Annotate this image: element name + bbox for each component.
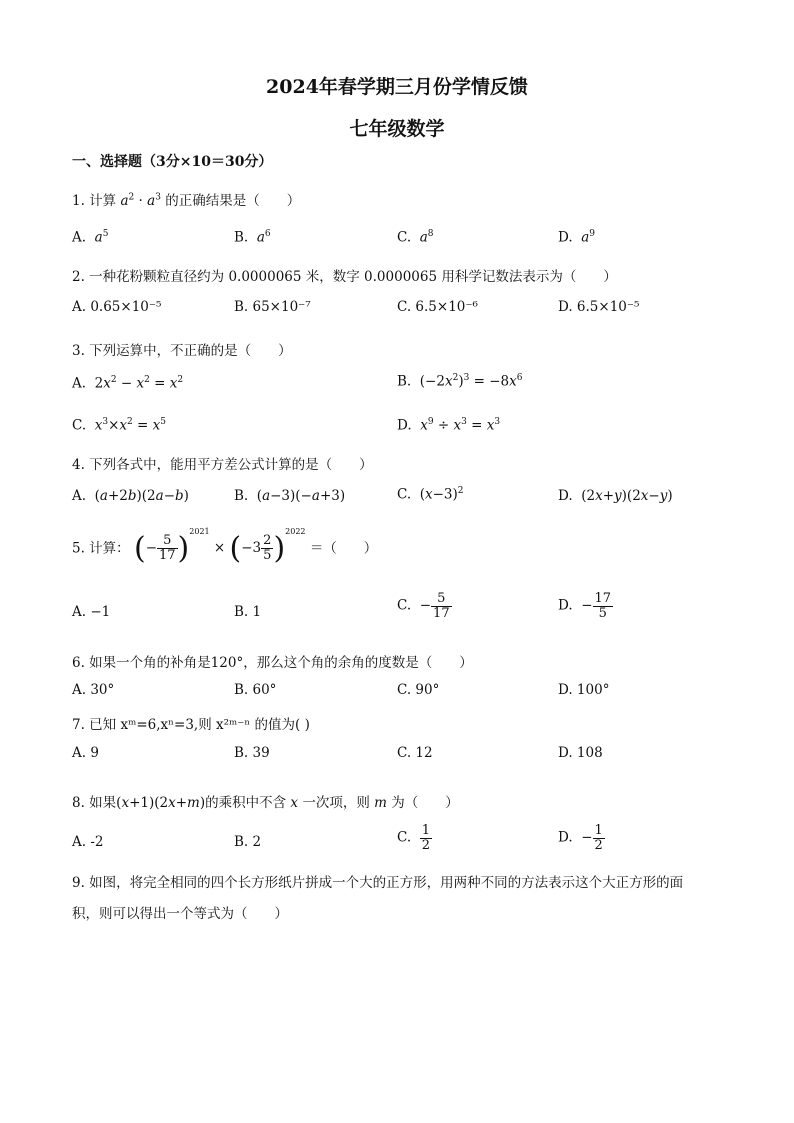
- q6-option-a: A. 30°: [72, 682, 115, 698]
- q5-option-c: C. − $\frac{5}{17}$: [397, 591, 450, 621]
- q8-option-c: C. $\frac{1}{2}$: [397, 823, 431, 853]
- question-9-line-2: 积，则可以得出一个等式为（ ）: [72, 906, 288, 922]
- q5-post: ＝（ ）: [309, 540, 378, 557]
- q3-option-a: A. $2x^2 - x^2 = x^2$: [72, 375, 184, 392]
- exam-title: 2024年春学期三月份学情反馈: [266, 76, 528, 98]
- q3-option-b: B. $(-2x^2)^3 = -8x^6$: [397, 373, 523, 390]
- question-5: [72, 527, 377, 566]
- q1-option-d: D. $a^9$: [558, 229, 596, 246]
- exam-subtitle: 七年级数学: [349, 118, 445, 140]
- q1-post: 的正确结果是（ ）: [165, 193, 301, 209]
- q1-option-c: C. $a^8$: [397, 229, 434, 246]
- q8-mid2: 一次项，则: [302, 795, 370, 811]
- q7-option-d: D. 108: [558, 745, 603, 761]
- q2-option-a: A. 0.65×10⁻⁵: [72, 299, 162, 315]
- question-3: 3. 下列运算中，不正确的是（ ）: [72, 343, 292, 359]
- section-heading: 一、选择题（3分×10＝30分）: [72, 154, 273, 170]
- q4-option-a: A. (a+2b)(2a−b): [72, 488, 189, 504]
- q7-option-a: A. 9: [72, 745, 99, 761]
- q2-option-d: D. 6.5×10⁻⁵: [558, 299, 640, 315]
- question-9-line-1: 9. 如图，将完全相同的四个长方形纸片拼成一个大的正方形，用两种不同的方法表示这个大正方形的面: [72, 875, 684, 891]
- q3-option-d: D. $x^9 \div x^3 = x^3$: [397, 417, 501, 434]
- question-2: 2. 一种花粉颗粒直径约为 0.0000065 米，数字 0.0000065 用科学记数法表示为（ ）: [72, 269, 617, 285]
- q8-pre: 8. 如果: [72, 795, 117, 811]
- q1-option-b: B. $a^6$: [234, 229, 271, 246]
- q8-mid: 的乘积中不含: [205, 795, 287, 811]
- q2-option-c: C. 6.5×10⁻⁶: [397, 299, 478, 315]
- q6-option-b: B. 60°: [234, 682, 277, 698]
- q4-option-c: C. $(x-3)^2$: [397, 486, 464, 503]
- q1-expression: $a^2 \cdot a^3$: [120, 192, 161, 209]
- q6-option-d: D. 100°: [558, 682, 610, 698]
- q8-post: 为（ ）: [391, 795, 459, 811]
- q8-option-b: B. 2: [234, 834, 262, 850]
- q8-option-d: D. − $\frac{1}{2}$: [558, 823, 603, 853]
- q4-option-d: D. (2x+y)(2x−y): [558, 488, 673, 504]
- q8-var-x: x: [286, 795, 303, 811]
- q5-option-a: A. −1: [72, 604, 111, 620]
- question-1: [72, 189, 300, 209]
- q1-option-a: A. $a^5$: [72, 229, 109, 246]
- question-8: [72, 791, 459, 811]
- q2-option-b: B. 65×10⁻⁷: [234, 299, 311, 315]
- q7-option-c: C. 12: [397, 745, 433, 761]
- q5-expression: (− $\frac{5}{17}$ )$^{2021}$ × (−3 $\frac{2}{5}$ )$^{2022}$: [133, 527, 306, 566]
- q8-expression: (x+1)(2x+m): [116, 795, 206, 811]
- question-6: 6. 如果一个角的补角是120°，那么这个角的余角的度数是（ ）: [72, 655, 473, 671]
- q6-option-c: C. 90°: [397, 682, 440, 698]
- q5-pre: 5. 计算：: [72, 540, 130, 557]
- question-7: 7. 已知 xᵐ=6,xⁿ=3,则 x²ᵐ⁻ⁿ 的值为( ): [72, 717, 310, 733]
- q1-pre: 1. 计算: [72, 193, 117, 209]
- q8-var-m: m: [369, 795, 392, 811]
- question-4: 4. 下列各式中，能用平方差公式计算的是（ ）: [72, 457, 373, 473]
- q5-option-b: B. 1: [234, 604, 262, 620]
- q4-option-b: B. (a−3)(−a+3): [234, 488, 346, 504]
- q8-option-a: A. -2: [72, 834, 104, 850]
- q7-option-b: B. 39: [234, 745, 270, 761]
- q3-option-c: C. $x^3\times x^2 = x^5$: [72, 417, 167, 434]
- q5-option-d: D. − $\frac{17}{5}$: [558, 591, 612, 621]
